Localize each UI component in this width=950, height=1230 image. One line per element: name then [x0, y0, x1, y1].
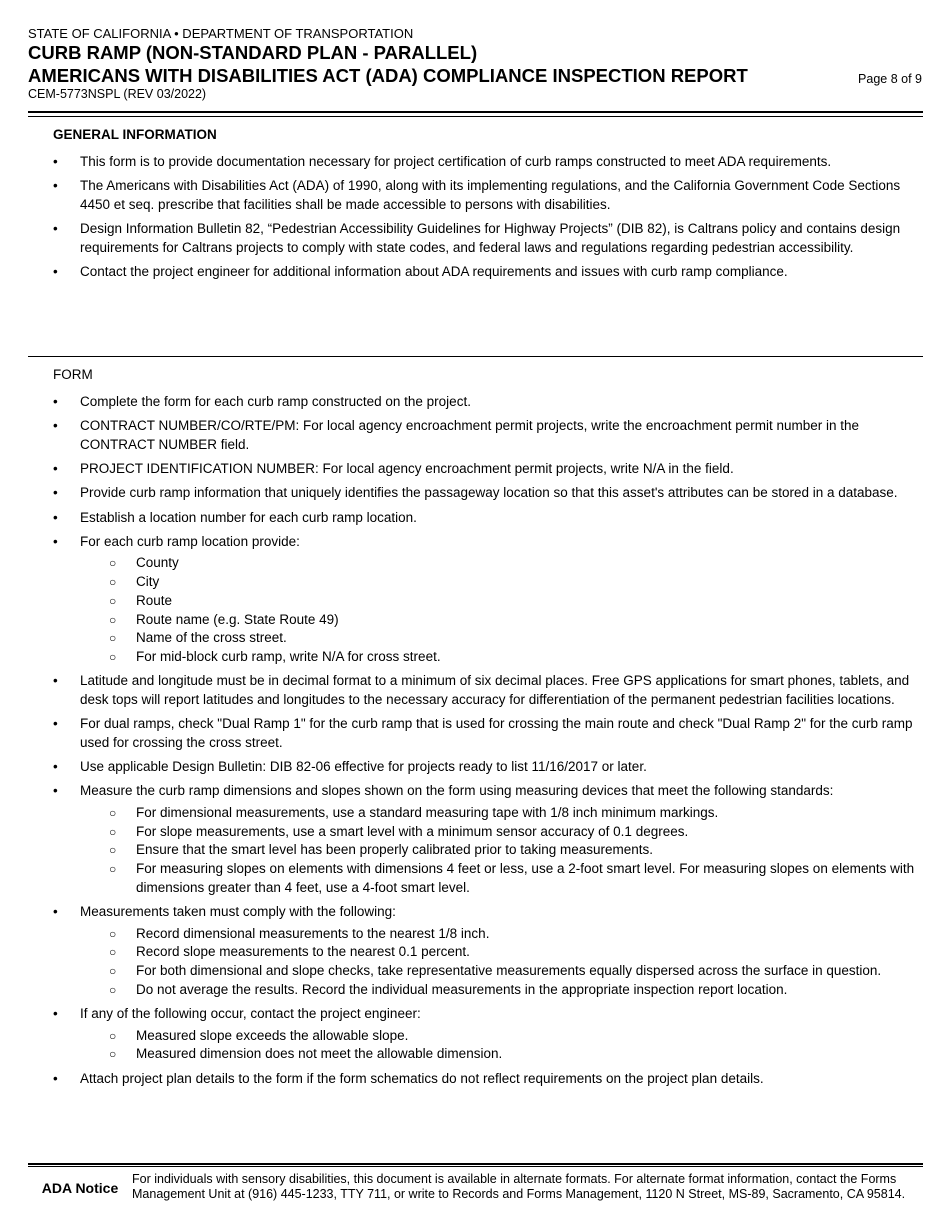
sub-bullet-text: Record slope measurements to the nearest 0.1 percent. — [136, 944, 470, 960]
ada-notice-footer — [28, 1163, 923, 1201]
list-item — [53, 672, 915, 709]
list-item — [53, 393, 915, 412]
section-title-general: GENERAL INFORMATION — [53, 127, 217, 142]
list-item — [80, 860, 915, 897]
list-item — [80, 981, 915, 1000]
sub-bullet-text: Ensure that the smart level has been properly calibrated prior to taking measurements. — [136, 842, 654, 858]
sub-bullet-text: Name of the cross street. — [136, 630, 287, 646]
list-item — [53, 153, 915, 172]
sub-bullet-text: For slope measurements, use a smart level with a minimum sensor accuracy of 0.1 degrees. — [136, 823, 689, 839]
ada-notice-row — [28, 1166, 923, 1201]
bullet-icon: • — [53, 221, 58, 237]
circle-bullet-icon: ○ — [109, 805, 117, 820]
sub-bullet-text: County — [136, 555, 179, 571]
sub-bullet-text: Measured dimension does not meet the allowable dimension. — [136, 1046, 503, 1062]
list-item — [80, 629, 915, 648]
bullet-icon: • — [53, 716, 58, 732]
circle-bullet-icon: ○ — [109, 963, 117, 978]
list-item — [53, 484, 915, 503]
form-bullet-list — [53, 393, 915, 1088]
list-item — [80, 648, 915, 667]
general-bullet-list — [53, 153, 915, 282]
bullet-text: Measurements taken must comply with the following: — [80, 903, 396, 919]
bullet-icon: • — [53, 394, 58, 409]
list-item — [53, 177, 915, 214]
sub-bullet-text: City — [136, 574, 160, 590]
list-item — [53, 1005, 915, 1064]
sub-bullet-text: For dimensional measurements, use a standard measuring tape with 1/8 inch minimum markings. — [136, 804, 719, 820]
list-item — [53, 460, 915, 479]
form-number: CEM-5773NSPL (REV 03/2022) — [28, 87, 207, 101]
bullet-icon: • — [53, 783, 58, 799]
sub-bullet-text: For both dimensional and slope checks, take representative measurements equally dispersed across the surface in question. — [136, 962, 882, 978]
form-title-line1: CURB RAMP (NON-STANDARD PLAN - PARALLEL) — [28, 42, 478, 63]
list-item — [53, 533, 915, 667]
list-item — [80, 804, 915, 823]
bullet-text: Measure the curb ramp dimensions and slopes shown on the form using measuring devices that meet the following standards: — [80, 783, 834, 799]
bullet-icon: • — [53, 1005, 58, 1021]
bullet-icon: • — [53, 509, 58, 525]
sub-bullet-text: Measured slope exceeds the allowable slope. — [136, 1027, 409, 1043]
list-item — [80, 573, 915, 592]
ada-notice-label: ADA Notice — [41, 1180, 119, 1196]
bullet-icon: • — [53, 1070, 58, 1086]
list-item — [53, 758, 915, 777]
bullet-text: For dual ramps, check "Dual Ramp 1" for the curb ramp that is used for crossing the main route and check "Dual Ramp 2" for the curb ramp used for crossing the cross street. — [80, 716, 913, 750]
contact-conditions-list — [80, 1027, 915, 1064]
bullet-text: Design Information Bulletin 82, “Pedestrian Accessibility Guidelines for Highway Projects” (DIB 82), is Caltrans policy and contains design requirements for Caltrans projects to comply with state codes, and federal laws and regulations regarding pedestrian accessibility. — [80, 221, 901, 255]
sub-bullet-text: Route name (e.g. State Route 49) — [136, 611, 339, 627]
bullet-text: CONTRACT NUMBER/CO/RTE/PM: For local agency encroachment permit projects, write the encroachment permit number in the CONTRACT NUMBER field. — [80, 418, 860, 452]
page-number: Page 8 of 9 — [858, 72, 922, 86]
bullet-icon: • — [53, 418, 58, 434]
bullet-icon: • — [53, 461, 58, 477]
circle-bullet-icon: ○ — [109, 926, 117, 941]
bullet-icon: • — [53, 178, 58, 194]
list-item — [53, 220, 915, 257]
list-item — [53, 715, 915, 752]
header-divider-thin — [28, 116, 923, 117]
form-header — [28, 26, 924, 106]
form-instructions-section — [53, 367, 915, 1094]
list-item — [80, 592, 915, 611]
list-item — [53, 417, 915, 454]
circle-bullet-icon: ○ — [109, 945, 117, 960]
list-item — [53, 509, 915, 528]
bullet-icon: • — [53, 533, 58, 549]
section-divider — [28, 356, 923, 357]
list-item — [53, 1070, 915, 1089]
bullet-text: Contact the project engineer for additional information about ADA requirements and issues with curb ramp compliance. — [80, 264, 788, 280]
circle-bullet-icon: ○ — [109, 843, 117, 858]
bullet-icon: • — [53, 154, 58, 169]
list-item — [80, 823, 915, 842]
circle-bullet-icon: ○ — [109, 575, 117, 590]
sub-bullet-text: Do not average the results. Record the individual measurements in the appropriate inspection report location. — [136, 981, 788, 997]
circle-bullet-icon: ○ — [109, 824, 117, 839]
list-item — [53, 903, 915, 1000]
circle-bullet-icon: ○ — [109, 649, 117, 664]
circle-bullet-icon: ○ — [109, 982, 117, 997]
bullet-icon: • — [53, 264, 58, 280]
bullet-text: Latitude and longitude must be in decimal format to a minimum of six decimal places. Free GPS applications for smart phones, tablets, and desk tops will report latitudes and longitudes to the necessary accuracy for differentiation of the permanent pedestrian facilities locations. — [80, 673, 910, 707]
circle-bullet-icon: ○ — [109, 1047, 117, 1062]
bullet-text: PROJECT IDENTIFICATION NUMBER: For local agency encroachment permit projects, write N/A in the field. — [80, 461, 734, 477]
measurement-rules-list — [80, 925, 915, 1000]
list-item — [53, 782, 915, 897]
circle-bullet-icon: ○ — [109, 593, 117, 608]
bullet-text: Establish a location number for each curb ramp location. — [80, 509, 417, 525]
bullet-icon: • — [53, 485, 58, 501]
bullet-text: For each curb ramp location provide: — [80, 533, 300, 549]
department-line: STATE OF CALIFORNIA • DEPARTMENT OF TRANSPORTATION — [28, 26, 414, 41]
header-divider-thick — [28, 111, 923, 113]
circle-bullet-icon: ○ — [109, 556, 117, 571]
bullet-icon: • — [53, 903, 58, 919]
section-title-form: FORM — [53, 367, 93, 382]
circle-bullet-icon: ○ — [109, 1028, 117, 1043]
sub-bullet-text: For measuring slopes on elements with dimensions 4 feet or less, use a 2-foot smart level. For measuring slopes on elements with dimensions greater than 4 feet, use a 4-foot smart level. — [136, 860, 915, 895]
list-item — [80, 1027, 915, 1046]
sub-bullet-text: Record dimensional measurements to the nearest 1/8 inch. — [136, 925, 490, 941]
list-item — [53, 263, 915, 282]
form-title-line2: AMERICANS WITH DISABILITIES ACT (ADA) COMPLIANCE INSPECTION REPORT — [28, 65, 748, 86]
bullet-text: Complete the form for each curb ramp constructed on the project. — [80, 394, 471, 409]
bullet-icon: • — [53, 673, 58, 689]
list-item — [80, 962, 915, 981]
bullet-icon: • — [53, 758, 58, 774]
bullet-text: Provide curb ramp information that uniquely identifies the passageway location so that this asset's attributes can be stored in a database. — [80, 485, 898, 501]
circle-bullet-icon: ○ — [109, 861, 117, 876]
list-item — [80, 925, 915, 944]
general-information-section — [53, 127, 915, 287]
list-item — [80, 611, 915, 630]
sub-bullet-text: For mid-block curb ramp, write N/A for cross street. — [136, 648, 441, 664]
bullet-text: This form is to provide documentation necessary for project certification of curb ramps constructed to meet ADA requirements. — [80, 154, 832, 169]
bullet-text: The Americans with Disabilities Act (ADA) of 1990, along with its implementing regulations, and the California Government Code Sections 4450 et seq. prescribe that facilities shall be made accessible to persons with disabilities. — [80, 178, 901, 212]
circle-bullet-icon: ○ — [109, 631, 117, 646]
circle-bullet-icon: ○ — [109, 612, 117, 627]
sub-bullet-text: Route — [136, 592, 173, 608]
bullet-text: If any of the following occur, contact the project engineer: — [80, 1005, 421, 1021]
ada-notice-text: For individuals with sensory disabilities, this document is available in alternate formats. For alternate format information, contact the Forms Management Unit at (916) 445-1233, TTY 711, or write to Records and Forms Management, 1120 N Street, MS-89, Sacramento, CA 95814. — [132, 1172, 906, 1201]
list-item — [80, 1045, 915, 1064]
list-item — [80, 841, 915, 860]
list-item — [80, 943, 915, 962]
bullet-text: Use applicable Design Bulletin: DIB 82-06 effective for projects ready to list 11/16/2017 or later. — [80, 758, 647, 774]
list-item — [80, 554, 915, 573]
measuring-devices-list — [80, 804, 915, 898]
location-items-list — [80, 554, 915, 666]
bullet-text: Attach project plan details to the form if the form schematics do not reflect requirements on the project plan details. — [80, 1070, 764, 1086]
